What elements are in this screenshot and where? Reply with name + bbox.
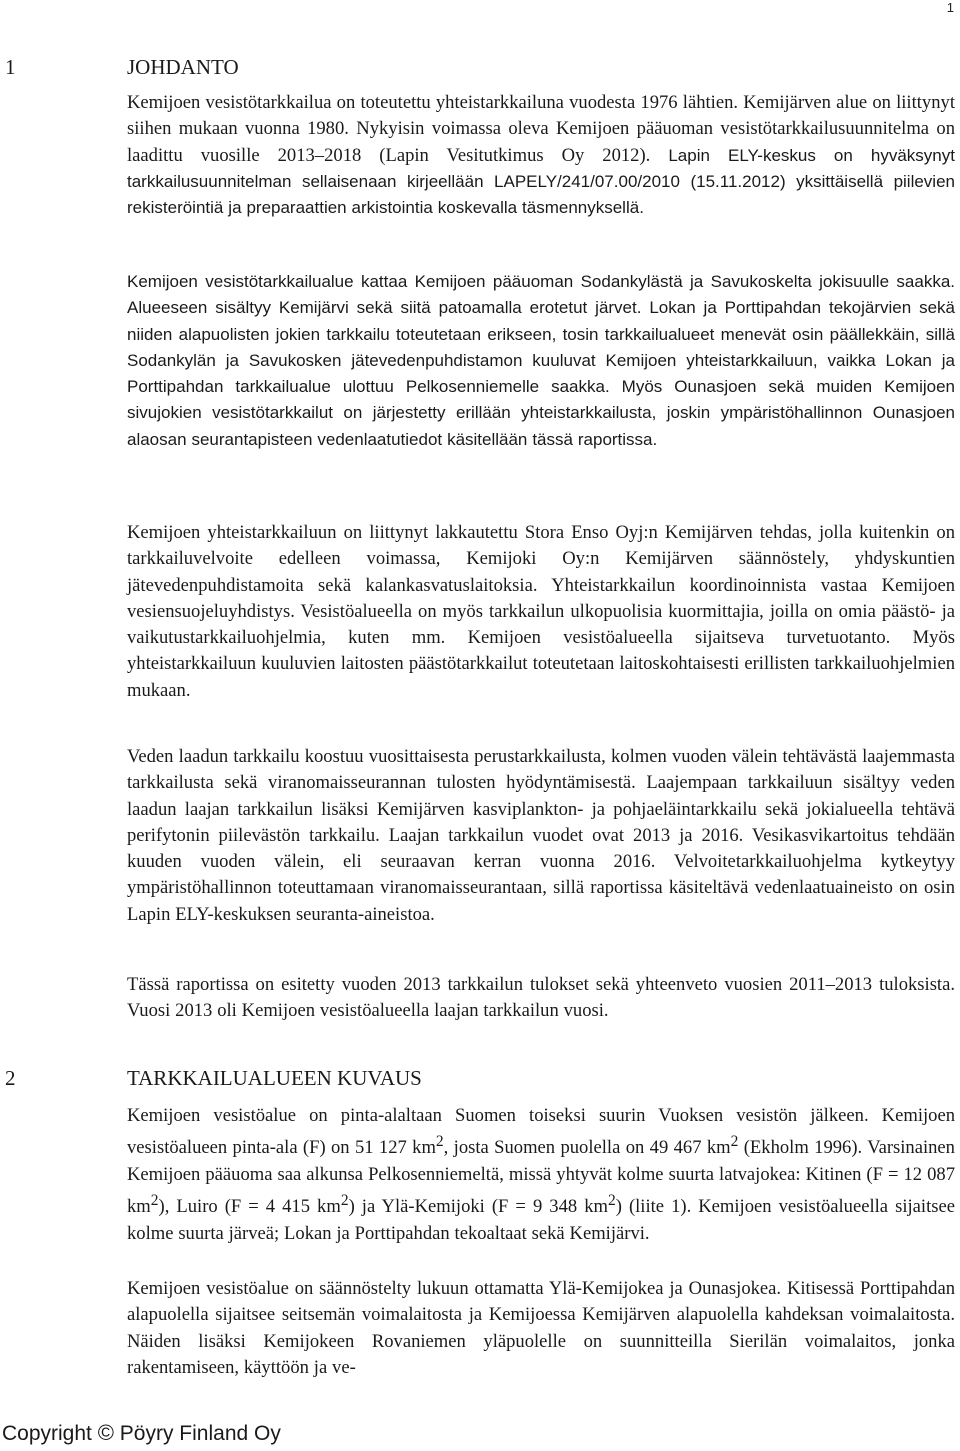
section-1-paragraph-4: Veden laadun tarkkailu koostuu vuosittaisesta perustarkkailusta, kolmen vuoden välein tehtävästä laajemmasta tarkkailusta sekä viranomaisseurannan tulosten hyödyntämisestä. Laajempaan tarkkailuun sisältyy veden laadun laajan tarkkailun lisäksi Kemijärven kasviplankton- ja pohjaeläintarkkailu sekä jokialueella tehtävä perifytonin piilevästön tarkkailu. Laajan tarkkailun vuodet ovat 2013 ja 2016. Vesikasvikartoitus tehdään kuuden vuoden välein, eli seuraavan kerran vuonna 2016. Velvoitetarkkailuohjelma kytkeytyy ympäristöhallinnon toteuttamaan viranomaisseurantaan, sillä raportissa käsiteltävä vedenlaatuaineisto on osin Lapin ELY-keskuksen seuranta-aineistoa. bbox=[127, 746, 955, 925]
copyright-prefix: Copyright bbox=[2, 1422, 92, 1445]
paragraph-1-serif-text: Kemijoen vesistötarkkailua on toteutettu yhteistarkkailuna vuodesta 1976 lähtien. Kemijärven alue on liittynyt siihen mukaan vuonna 1980. Nykyisin voimassa oleva Kemijoen pääuoman vesistötarkkailusuunnitelma on laadittu vuosille 2013–2018 (Lapin Vesitutkimus Oy 2012). bbox=[127, 92, 955, 166]
superscript: 2 bbox=[150, 1192, 159, 1210]
area-text-2: , josta Suomen puolella on 49 467 km bbox=[443, 1137, 731, 1159]
section-2-title: TARKKAILUALUEEN KUVAUS bbox=[127, 1066, 422, 1090]
section-1-paragraph-3: Kemijoen yhteistarkkailuun on liittynyt lakkautettu Stora Enso Oyj:n Kemijärven tehdas, jolla kuitenkin on tarkkailuvelvoite edelleen voimassa, Kemijoki Oy:n Kemijärven säännöstely, yhdyskuntien jätevedenpuhdistamoita sekä kalankasvatuslaitoksia. Yhteistarkkailun koordinoinnista vastaa Kemijoen vesiensuojeluyhdistys. Vesistöalueella on myös tarkkailun ulkopuolisia kuormittajia, joilla on omia päästö- ja vaikutustarkkailuohjelmia, kuten mm. Kemijoen vesistöalueella sijaitseva turvetuotanto. Myös yhteistarkkailuun kuuluvien laitosten päästötarkkailut toteutetaan laitoskohtaisesti erillisten tarkkailuohjelmien mukaan. bbox=[127, 522, 955, 701]
section-1-paragraph-5: Tässä raportissa on esitetty vuoden 2013 tarkkailun tulokset sekä yhteenveto vuosien 2011–2013 tuloksista. Vuosi 2013 oli Kemijoen vesistöalueella laajan tarkkailun vuosi. bbox=[127, 974, 955, 1022]
section-2-number: 2 bbox=[5, 1066, 16, 1090]
company-name: Pöyry Finland Oy bbox=[119, 1422, 281, 1445]
superscript: 2 bbox=[340, 1192, 349, 1210]
section-1-paragraph-1 bbox=[127, 90, 955, 221]
section-1-number: 1 bbox=[5, 55, 16, 79]
section-2-paragraph-1 bbox=[127, 1103, 955, 1247]
area-text-3: (Ekholm 1996). Varsinainen Kemijoen pääuoma saa alkunsa Pelkosenniemeltä, missä yhtyvät kolme suurta latvajokea: Kitinen (F = 12 087 km bbox=[127, 1137, 955, 1218]
section-1-title: JOHDANTO bbox=[127, 55, 239, 79]
page-number: 1 bbox=[946, 0, 954, 15]
area-text-6: ) (liite 1). Kemijoen vesistöalueella sijaitsee kolme suurta järveä; Lokan ja Porttipahdan tekoaltaat sekä Kemijärvi. bbox=[127, 1196, 955, 1244]
superscript: 2 bbox=[435, 1133, 444, 1151]
superscript: 2 bbox=[730, 1133, 739, 1151]
area-text-4: ), Luiro (F = 4 415 km bbox=[158, 1196, 341, 1218]
copyright-icon: © bbox=[97, 1420, 114, 1445]
superscript: 2 bbox=[607, 1192, 616, 1210]
paragraph-1-sans-text: Lapin ELY-keskus on hyväksynyt tarkkailusuunnitelman sellaisenaan kirjeellään LAPELY/241/07.00/2010 (15.11.2012) yksittäisellä piilevien rekisteröintiä ja preparaattien arkistointia koskevalla täsmennyksellä. bbox=[127, 145, 955, 218]
section-2-paragraph-2: Kemijoen vesistöalue on säännöstelty lukuun ottamatta Ylä-Kemijokea ja Ounasjokea. Kitisessä Porttipahdan alapuolella sijaitsee seitsemän voimalaitosta ja Kemijoessa Kemijärven alapuolella kahdeksan voimalaitosta. Näiden lisäksi Kemijokeen Rovaniemen yläpuolelle on suunnitteilla Sierilän voimalaitos, jonka rakentamiseen, käyttöön ja ve- bbox=[127, 1278, 955, 1378]
area-text-1: Kemijoen vesistöalue on pinta-alaltaan Suomen toiseksi suurin Vuoksen vesistön jälkeen. Kemijoen vesistöalueen pinta-ala (F) on 51 127 km bbox=[127, 1105, 955, 1159]
area-text-5: ) ja Ylä-Kemijoki (F = 9 348 km bbox=[348, 1196, 608, 1218]
section-1-paragraph-2: Kemijoen vesistötarkkailualue kattaa Kemijoen pääuoman Sodankylästä ja Savukoskelta jokisuulle saakka. Alueeseen sisältyy Kemijärvi sekä siitä patoamalla erotetut järvet. Lokan ja Porttipahdan tekojärvien sekä niiden alapuolisten jokien tarkkailu toteutetaan erikseen, tosin tarkkailualueet menevät osin päällekkäin, sillä Sodankylän ja Savukosken jätevedenpuhdistamon kuuluvat Kemijoen yhteistarkkailuun, vaikka Lokan ja Porttipahdan tarkkailualue ulottuu Pelkosenniemelle saakka. Myös Ounasjoen sekä muiden Kemijoen sivujokien vesistötarkkailut on järjestetty erillään yhteistarkkailusta, joskin ympäristöhallinnon Ounasjoen alaosan seurantapisteen vedenlaatutiedot käsitellään tässä raportissa. bbox=[127, 272, 955, 449]
copyright-footer bbox=[2, 1420, 281, 1446]
